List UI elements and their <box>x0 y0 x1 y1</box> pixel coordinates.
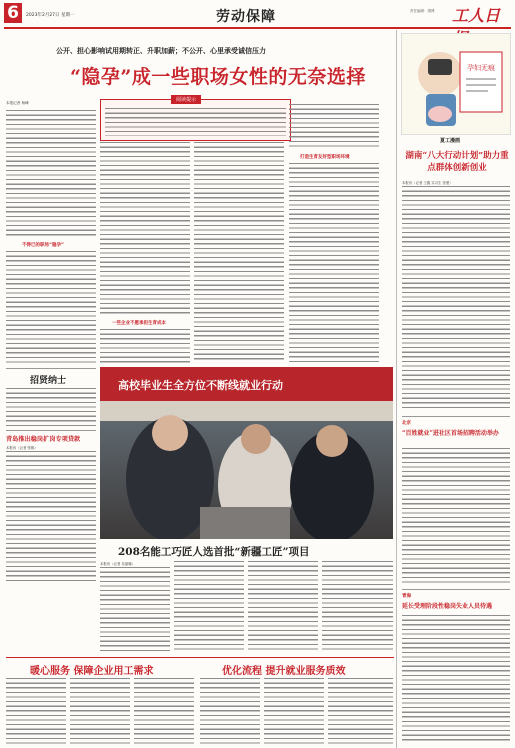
right-brief-1-body <box>402 448 510 585</box>
issue-date: 2023年2月27日 星期一 <box>26 13 75 18</box>
editor-note-text <box>105 108 286 136</box>
right-lead-headline-text: 湖南“八大行动计划”助力重点群体创新创业 <box>405 151 509 173</box>
left-brief-intro <box>6 388 96 426</box>
right-brief-2-body <box>402 615 510 743</box>
page-number: 6 <box>4 3 22 23</box>
cartoon <box>401 33 511 135</box>
bottom-left-col-2 <box>70 678 130 744</box>
right-brief-1-region: 北京 <box>402 421 411 426</box>
left-brief-subheadline: 青岛推出稳岗扩岗专项贷款 <box>6 436 81 443</box>
middle-story-byline: 本报讯（记者 吴丽娜） <box>100 562 135 566</box>
lead-subhead-3: 打造生育友好型职场环境 <box>300 155 350 160</box>
bottom-left-headline: 暖心服务 保障企业用工需求 <box>30 666 154 677</box>
middle-story-col-2 <box>174 561 244 653</box>
masthead-rule <box>4 27 511 29</box>
cartoon-illustration <box>402 34 510 134</box>
lead-subhead-2: 一些企业不愿承担生育成本 <box>112 321 166 326</box>
left-brief-headline: 招贤纳士 <box>30 376 67 386</box>
masthead <box>0 0 515 30</box>
bottom-right-headline: 优化流程 提升就业服务质效 <box>222 666 346 677</box>
right-rule-2 <box>402 589 510 590</box>
bottom-right-col-1 <box>200 678 260 744</box>
section-title: 劳动保障 <box>216 9 276 25</box>
middle-story-col-4 <box>322 561 393 653</box>
lead-byline: 本报记者 杨峰 <box>6 101 29 105</box>
lead-col-4b <box>289 163 379 363</box>
lead-col-3 <box>194 142 284 363</box>
left-brief-rule <box>6 368 96 369</box>
editor-info: 责任编辑：胡博 <box>410 9 435 13</box>
bottom-right-col-3 <box>328 678 393 744</box>
right-lead-headline <box>402 150 512 174</box>
lead-col-2b <box>100 329 190 363</box>
left-brief-body <box>6 451 96 584</box>
paper-name: 工人日 <box>452 6 501 25</box>
bottom-right-col-2 <box>264 678 324 744</box>
middle-story-col-3 <box>248 561 318 653</box>
bottom-left-col-1 <box>6 678 66 744</box>
lead-headline: “隐孕”成一些职场女性的无奈选择 <box>70 66 366 88</box>
right-brief-1-headline: “百姓就业”进社区首场招聘活动举办 <box>402 430 499 437</box>
right-lead-body <box>402 186 510 411</box>
news-photo <box>100 367 393 539</box>
banner-overlay-text: 高校毕业生全方位不断线就业行动 <box>118 379 283 392</box>
lead-col-4 <box>289 104 379 150</box>
right-brief-2-region: 青海 <box>402 594 411 599</box>
editor-note-box <box>100 99 291 141</box>
left-brief-byline: 本报讯（记者 张嫣） <box>6 446 38 450</box>
editor-note-tag: 阅读提示 <box>171 95 201 104</box>
middle-story-col-1 <box>100 567 170 653</box>
lead-subhead-1: 不得已的职场“隐孕” <box>22 243 64 248</box>
middle-story-headline: 208名能工巧匠人选首批“新疆工匠”项目 <box>118 546 310 558</box>
column-divider <box>396 30 397 748</box>
job-fair-photo <box>100 367 393 539</box>
lead-col-1 <box>6 110 96 238</box>
cartoon-title: 孕妇无痕 <box>467 64 495 72</box>
left-brief-rule-2 <box>6 430 96 431</box>
right-rule-1 <box>402 416 510 417</box>
lead-col-2 <box>100 142 190 316</box>
lead-kicker: 公开、担心影响试用期转正、升职加薪；不公开、心里承受诚信压力 <box>56 46 266 55</box>
cartoon-caption: 夏工漫画 <box>440 138 461 144</box>
lead-col-1b <box>6 251 96 364</box>
bottom-left-col-3 <box>134 678 194 744</box>
bottom-rule <box>6 657 394 658</box>
right-brief-2-headline: 延长受理阶段性稳岗失业人员待遇 <box>402 603 493 610</box>
right-lead-byline: 本报讯（记者 王鑫 实习生 张蕾） <box>402 181 453 185</box>
